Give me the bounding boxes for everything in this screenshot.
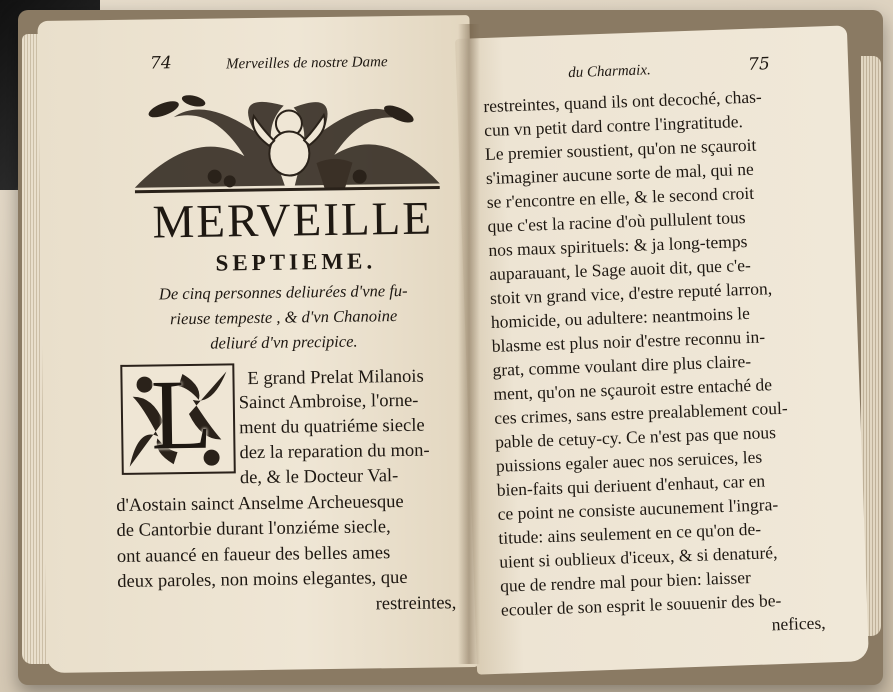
body-line: auparauant, le Sage auoit dit, que c'e- [488,254,752,284]
body-line: dez la reparation du mon- [239,440,430,464]
body-line: de, & le Docteur Val- [239,466,399,489]
body-line: ont auancé en faueur des belles ames [116,543,391,567]
catchword: nefices, [771,612,826,635]
body-line: puissions egaler auec nos seruices, les [495,446,763,476]
body-line: que de rendre mal pour bien: laisser [499,567,752,596]
page-number-left: 74 [149,53,172,74]
summary-line: rieuse tempeste , & d'vn Chanoine [169,306,398,329]
open-book [18,10,883,685]
right-page [455,25,869,674]
body-line: cun vn petit dard contre l'ingratitude. [483,111,744,141]
body-line: nos maux spirituels: & ja long-temps [488,230,748,260]
body-line: Sainct Ambroise, l'orne- [238,390,419,414]
body-line: blasme est plus noir d'estre reconnu in- [491,326,766,356]
body-line: bien-faits qui deriuent d'enhaut, car en [496,470,766,500]
running-head-right: du Charmaix. [568,62,652,82]
body-line: titude: ains seulement en ce qu'on de- [498,518,762,548]
book-gutter [458,24,480,664]
body-line: homicide, ou adultere: neantmoins le [490,302,751,332]
chapter-subtitle: SEPTIEME. [215,248,377,276]
ornamental-drop-cap [120,358,236,475]
body-line: s'imaginer aucune sorte de mal, qui ne [485,158,755,189]
body-line: d'Aostain sainct Anselme Archeuesque [116,491,404,516]
catchword: restreintes, [375,593,457,615]
body-line: uient si oublieux d'iceux, & si denaturé, [498,542,778,572]
body-line: ment du quatriéme siecle [239,415,425,439]
body-line: stoit vn grand vice, d'estre reputé larron, [489,278,773,308]
body-line: Le premier soustient, qu'on ne sçauroit [484,134,757,165]
body-line: ecouler de son esprit le souuenir des be- [500,589,782,620]
drop-cap-letter: L [150,358,213,471]
body-line: ce point ne consiste aucunement l'ingra- [497,494,779,524]
body-line: grat, comme voulant dire plus claire- [492,350,752,380]
chapter-title: MERVEILLE [152,192,434,249]
body-line: de Cantorbie durant l'onziéme siecle, [116,517,391,541]
chapter-summary [113,277,454,357]
body-line: deux paroles, non moins elegantes, que [117,567,408,592]
left-page [37,15,478,673]
body-line: restreintes, quand ils ont decoché, chas- [483,86,763,117]
body-line: se r'encontre en elle, & le second croit [486,182,755,213]
page-number-right: 75 [747,54,771,75]
summary-line: De cinq personnes deliurées d'vne fu- [158,280,408,304]
body-line: pable de cetuy-cy. Ce n'est pas que nous [494,422,777,452]
body-line: ces crimes, sans estre prealablement coul- [493,397,788,428]
running-head-left: Merveilles de nostre Dame [225,54,388,73]
body-line: ment, qu'on ne sçauroit estre entaché de [493,374,773,404]
body-line: E grand Prelat Milanois [247,366,424,390]
summary-line: deliuré d'vn precipice. [210,331,358,353]
ornament-headpiece-cherub [133,83,439,195]
body-line: que c'est la racine d'où pullulent tous [487,207,746,237]
